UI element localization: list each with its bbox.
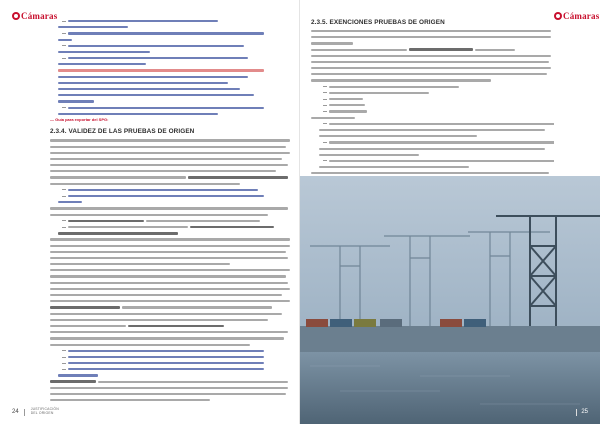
logo-mark-icon xyxy=(12,12,20,20)
port-crane-illustration xyxy=(300,176,600,424)
link-line[interactable] xyxy=(50,68,292,74)
right-footer xyxy=(576,409,588,416)
page-number: 25 xyxy=(576,409,588,416)
left-body-column xyxy=(50,18,292,403)
left-footer xyxy=(12,407,59,416)
subsection-label: — Guía para exportar del SPG: xyxy=(50,117,109,122)
section-heading: 2.3.5. EXENCIONES PRUEBAS DE ORIGEN xyxy=(311,19,445,26)
logo-mark-icon xyxy=(554,12,562,20)
port-crane-photo xyxy=(300,176,600,424)
logo-text: Cámaras xyxy=(21,11,58,21)
logo-text: Cámaras xyxy=(563,11,600,21)
section-heading: 2.3.4. VALIDEZ DE LAS PRUEBAS DE ORIGEN xyxy=(50,128,195,136)
camaras-logo xyxy=(554,11,599,21)
footer-title: JUSTIFICACIÓN DEL ORIGEN xyxy=(30,406,59,416)
link-line[interactable] xyxy=(50,30,292,36)
link-line[interactable] xyxy=(50,105,292,111)
page-number: 24 xyxy=(12,409,25,416)
